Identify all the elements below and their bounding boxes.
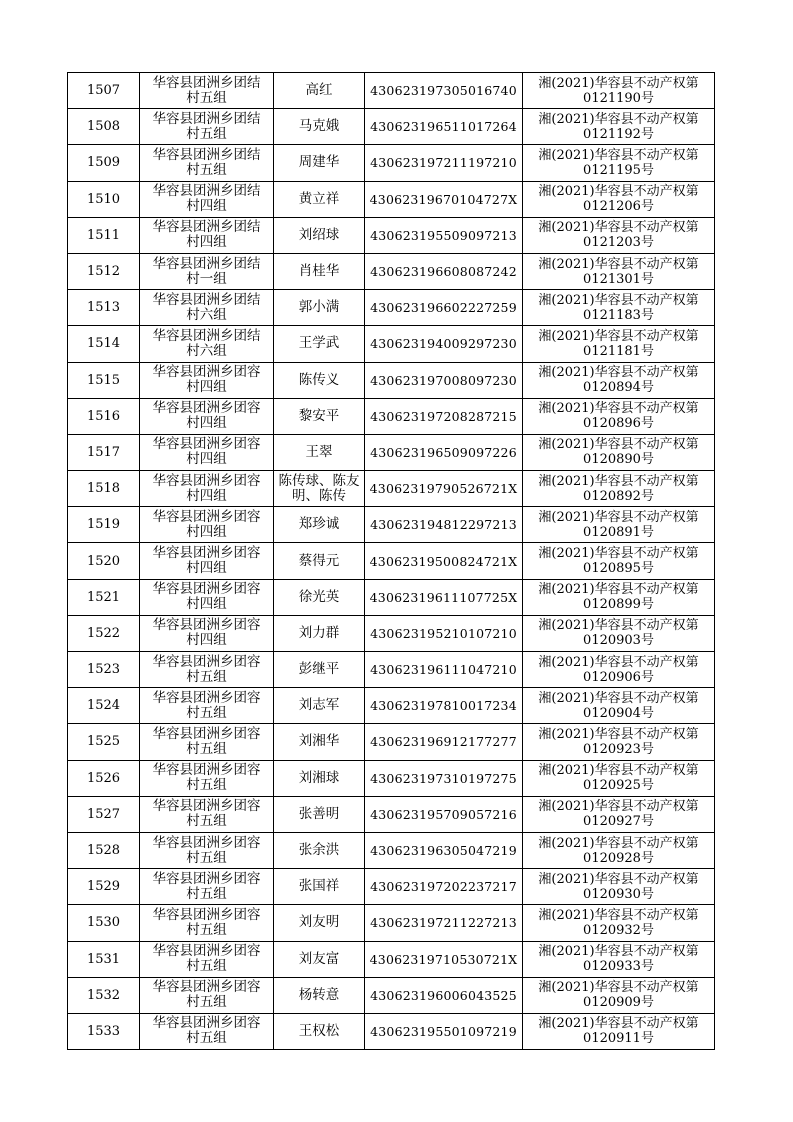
address-cell: [140, 652, 274, 688]
table-row: [68, 398, 715, 434]
address-line-1: 华容县团洲乡团容: [152, 472, 261, 489]
address-cell: [140, 724, 274, 760]
address-line-1: 华容县团洲乡团容: [152, 545, 261, 562]
certificate-line-1: 湘(2021)华容县不动产权第: [538, 147, 699, 163]
address-line-1: 华容县团洲乡团容: [152, 400, 261, 417]
certificate-line-2: 0120895号: [583, 561, 654, 577]
address-cell: [140, 73, 274, 109]
address-line-2: 村五组: [186, 921, 227, 938]
address-line-2: 村六组: [186, 306, 227, 323]
certificate-line-1: 湘(2021)华容县不动产权第: [538, 835, 699, 851]
address-cell: [140, 688, 274, 724]
certificate-line-2: 0121181号: [583, 343, 654, 359]
certificate-line-2: 0120892号: [583, 488, 654, 504]
address-line-2: 村五组: [186, 1030, 227, 1047]
address-line-2: 村四组: [186, 234, 227, 251]
certificate-cell: [523, 217, 715, 253]
id-number: 430623197211197210: [365, 145, 523, 181]
certificate-line-2: 0120927号: [583, 814, 654, 830]
certificate-line-2: 0120909号: [583, 995, 654, 1011]
id-number: 430623195501097219: [365, 1013, 523, 1049]
owner-name: 王翠: [274, 434, 365, 470]
serial-number: 1529: [68, 869, 140, 905]
address-cell: [140, 362, 274, 398]
address-cell: [140, 615, 274, 651]
table-row: [68, 869, 715, 905]
certificate-line-1: 湘(2021)华容县不动产权第: [538, 292, 699, 308]
owner-name: 蔡得元: [274, 543, 365, 579]
address-cell: [140, 760, 274, 796]
certificate-line-2: 0121301号: [583, 271, 654, 287]
owner-name: 刘友明: [274, 905, 365, 941]
table-row: [68, 471, 715, 507]
owner-name: 刘力群: [274, 615, 365, 651]
id-number: 430623196006043525: [365, 977, 523, 1013]
address-line-1: 华容县团洲乡团结: [152, 146, 261, 163]
owner-name: 刘湘球: [274, 760, 365, 796]
id-number: 430623196912177277: [365, 724, 523, 760]
id-number: 430623197008097230: [365, 362, 523, 398]
certificate-cell: [523, 290, 715, 326]
serial-number: 1531: [68, 941, 140, 977]
table-row: [68, 796, 715, 832]
certificate-line-1: 湘(2021)华容县不动产权第: [538, 546, 699, 562]
address-line-1: 华容县团洲乡团容: [152, 617, 261, 634]
address-line-1: 华容县团洲乡团结: [152, 291, 261, 308]
certificate-line-1: 湘(2021)华容县不动产权第: [538, 473, 699, 489]
id-number: 430623194812297213: [365, 507, 523, 543]
address-cell: [140, 977, 274, 1013]
serial-number: 1511: [68, 217, 140, 253]
certificate-line-2: 0121183号: [583, 307, 654, 323]
id-number: 430623196602227259: [365, 290, 523, 326]
owner-name: 马克娥: [274, 109, 365, 145]
address-line-1: 华容县团洲乡团结: [152, 74, 261, 91]
serial-number: 1512: [68, 253, 140, 289]
address-line-1: 华容县团洲乡团容: [152, 364, 261, 381]
address-line-1: 华容县团洲乡团容: [152, 1015, 261, 1032]
certificate-line-1: 湘(2021)华容县不动产权第: [538, 75, 699, 91]
owner-name: 陈传球、陈友明、陈传: [274, 471, 365, 507]
certificate-line-1: 湘(2021)华容县不动产权第: [538, 907, 699, 923]
address-line-2: 村五组: [186, 885, 227, 902]
address-cell: [140, 471, 274, 507]
address-line-2: 村五组: [186, 777, 227, 794]
serial-number: 1523: [68, 652, 140, 688]
serial-number: 1510: [68, 181, 140, 217]
serial-number: 1507: [68, 73, 140, 109]
serial-number: 1528: [68, 832, 140, 868]
table-row: [68, 434, 715, 470]
certificate-cell: [523, 760, 715, 796]
certificate-line-2: 0120925号: [583, 778, 654, 794]
id-number: 430623197310197275: [365, 760, 523, 796]
table-row: [68, 543, 715, 579]
certificate-cell: [523, 724, 715, 760]
certificate-line-2: 0120930号: [583, 886, 654, 902]
certificate-line-1: 湘(2021)华容县不动产权第: [538, 690, 699, 706]
address-line-2: 村五组: [186, 668, 227, 685]
certificate-cell: [523, 507, 715, 543]
table-row: [68, 253, 715, 289]
id-number: 43062319670104727X: [365, 181, 523, 217]
certificate-cell: [523, 1013, 715, 1049]
certificate-line-2: 0120891号: [583, 524, 654, 540]
certificate-line-1: 湘(2021)华容县不动产权第: [538, 365, 699, 381]
certificate-cell: [523, 109, 715, 145]
serial-number: 1514: [68, 326, 140, 362]
serial-number: 1524: [68, 688, 140, 724]
serial-number: 1530: [68, 905, 140, 941]
certificate-line-1: 湘(2021)华容县不动产权第: [538, 799, 699, 815]
address-cell: [140, 434, 274, 470]
property-register-table: [67, 72, 715, 1050]
address-line-2: 村四组: [186, 379, 227, 396]
table-row: [68, 652, 715, 688]
address-cell: [140, 579, 274, 615]
address-line-2: 村一组: [186, 270, 227, 287]
address-line-2: 村四组: [186, 560, 227, 577]
id-number: 430623196305047219: [365, 832, 523, 868]
table-row: [68, 145, 715, 181]
certificate-line-1: 湘(2021)华容县不动产权第: [538, 980, 699, 996]
serial-number: 1519: [68, 507, 140, 543]
serial-number: 1518: [68, 471, 140, 507]
id-number: 43062319710530721X: [365, 941, 523, 977]
owner-name: 徐光英: [274, 579, 365, 615]
certificate-line-1: 湘(2021)华容县不动产权第: [538, 220, 699, 236]
serial-number: 1509: [68, 145, 140, 181]
address-line-1: 华容县团洲乡团结: [152, 327, 261, 344]
owner-name: 王学武: [274, 326, 365, 362]
owner-name: 郭小满: [274, 290, 365, 326]
certificate-line-2: 0121206号: [583, 199, 654, 215]
serial-number: 1516: [68, 398, 140, 434]
certificate-cell: [523, 73, 715, 109]
id-number: 43062319500824721X: [365, 543, 523, 579]
address-line-1: 华容县团洲乡团容: [152, 834, 261, 851]
owner-name: 刘绍球: [274, 217, 365, 253]
address-line-1: 华容县团洲乡团容: [152, 906, 261, 923]
table-row: [68, 290, 715, 326]
id-number: 430623196608087242: [365, 253, 523, 289]
certificate-cell: [523, 579, 715, 615]
table-row: [68, 326, 715, 362]
serial-number: 1517: [68, 434, 140, 470]
certificate-cell: [523, 652, 715, 688]
certificate-line-2: 0120896号: [583, 416, 654, 432]
certificate-line-1: 湘(2021)华容县不动产权第: [538, 726, 699, 742]
address-line-1: 华容县团洲乡团容: [152, 436, 261, 453]
certificate-cell: [523, 326, 715, 362]
id-number: 430623196111047210: [365, 652, 523, 688]
id-number: 430623197810017234: [365, 688, 523, 724]
certificate-cell: [523, 832, 715, 868]
certificate-line-2: 0120890号: [583, 452, 654, 468]
certificate-cell: [523, 941, 715, 977]
serial-number: 1525: [68, 724, 140, 760]
certificate-cell: [523, 362, 715, 398]
address-line-1: 华容县团洲乡团容: [152, 762, 261, 779]
table-row: [68, 579, 715, 615]
certificate-cell: [523, 181, 715, 217]
owner-name: 刘友富: [274, 941, 365, 977]
certificate-line-1: 湘(2021)华容县不动产权第: [538, 618, 699, 634]
certificate-line-1: 湘(2021)华容县不动产权第: [538, 871, 699, 887]
certificate-line-2: 0120899号: [583, 597, 654, 613]
table-row: [68, 832, 715, 868]
address-line-1: 华容县团洲乡团结: [152, 110, 261, 127]
certificate-line-1: 湘(2021)华容县不动产权第: [538, 582, 699, 598]
certificate-cell: [523, 688, 715, 724]
address-cell: [140, 398, 274, 434]
serial-number: 1520: [68, 543, 140, 579]
address-cell: [140, 326, 274, 362]
address-cell: [140, 290, 274, 326]
certificate-line-2: 0121195号: [583, 162, 654, 178]
address-cell: [140, 181, 274, 217]
id-number: 430623196511017264: [365, 109, 523, 145]
table-row: [68, 941, 715, 977]
id-number: 430623197202237217: [365, 869, 523, 905]
certificate-cell: [523, 145, 715, 181]
address-cell: [140, 796, 274, 832]
certificate-cell: [523, 471, 715, 507]
serial-number: 1526: [68, 760, 140, 796]
address-line-1: 华容县团洲乡团容: [152, 870, 261, 887]
certificate-line-1: 湘(2021)华容县不动产权第: [538, 654, 699, 670]
certificate-cell: [523, 977, 715, 1013]
address-line-2: 村四组: [186, 415, 227, 432]
address-cell: [140, 217, 274, 253]
address-line-2: 村四组: [186, 523, 227, 540]
address-line-1: 华容县团洲乡团容: [152, 653, 261, 670]
address-line-2: 村五组: [186, 813, 227, 830]
owner-name: 彭继平: [274, 652, 365, 688]
address-line-1: 华容县团洲乡团容: [152, 943, 261, 960]
certificate-cell: [523, 615, 715, 651]
table-row: [68, 724, 715, 760]
table-row: [68, 109, 715, 145]
certificate-line-1: 湘(2021)华容县不动产权第: [538, 111, 699, 127]
certificate-line-2: 0120904号: [583, 705, 654, 721]
address-line-2: 村六组: [186, 342, 227, 359]
serial-number: 1508: [68, 109, 140, 145]
address-line-2: 村四组: [186, 487, 227, 504]
id-number: 430623195709057216: [365, 796, 523, 832]
certificate-line-1: 湘(2021)华容县不动产权第: [538, 509, 699, 525]
owner-name: 郑珍诚: [274, 507, 365, 543]
owner-name: 刘志军: [274, 688, 365, 724]
serial-number: 1527: [68, 796, 140, 832]
address-line-2: 村四组: [186, 451, 227, 468]
owner-name: 黄立祥: [274, 181, 365, 217]
address-cell: [140, 905, 274, 941]
certificate-line-1: 湘(2021)华容县不动产权第: [538, 256, 699, 272]
owner-name: 刘湘华: [274, 724, 365, 760]
certificate-line-1: 湘(2021)华容县不动产权第: [538, 1016, 699, 1032]
certificate-line-1: 湘(2021)华容县不动产权第: [538, 944, 699, 960]
owner-name: 杨转意: [274, 977, 365, 1013]
address-line-1: 华容县团洲乡团结: [152, 255, 261, 272]
address-line-2: 村五组: [186, 740, 227, 757]
certificate-line-2: 0120928号: [583, 850, 654, 866]
id-number: 430623195509097213: [365, 217, 523, 253]
certificate-cell: [523, 434, 715, 470]
address-line-1: 华容县团洲乡团容: [152, 508, 261, 525]
address-line-1: 华容县团洲乡团结: [152, 219, 261, 236]
certificate-line-2: 0120932号: [583, 922, 654, 938]
owner-name: 黎安平: [274, 398, 365, 434]
owner-name: 陈传义: [274, 362, 365, 398]
address-line-1: 华容县团洲乡团容: [152, 725, 261, 742]
address-line-1: 华容县团洲乡团容: [152, 979, 261, 996]
address-line-2: 村四组: [186, 632, 227, 649]
table-row: [68, 181, 715, 217]
address-line-2: 村四组: [186, 596, 227, 613]
table-row: [68, 688, 715, 724]
id-number: 430623197211227213: [365, 905, 523, 941]
address-cell: [140, 253, 274, 289]
table-row: [68, 905, 715, 941]
id-number: 430623194009297230: [365, 326, 523, 362]
table-row: [68, 507, 715, 543]
serial-number: 1515: [68, 362, 140, 398]
table-row: [68, 73, 715, 109]
owner-name: 肖桂华: [274, 253, 365, 289]
address-cell: [140, 543, 274, 579]
owner-name: 张余洪: [274, 832, 365, 868]
table-row: [68, 760, 715, 796]
certificate-line-2: 0120894号: [583, 380, 654, 396]
id-number: 430623196509097226: [365, 434, 523, 470]
table-row: [68, 977, 715, 1013]
table-row: [68, 362, 715, 398]
table-row: [68, 615, 715, 651]
certificate-line-1: 湘(2021)华容县不动产权第: [538, 763, 699, 779]
address-cell: [140, 832, 274, 868]
owner-name: 张善明: [274, 796, 365, 832]
address-cell: [140, 507, 274, 543]
owner-name: 高红: [274, 73, 365, 109]
certificate-line-2: 0120906号: [583, 669, 654, 685]
certificate-line-2: 0120911号: [583, 1031, 654, 1047]
address-line-2: 村四组: [186, 198, 227, 215]
certificate-cell: [523, 905, 715, 941]
id-number: 43062319611107725X: [365, 579, 523, 615]
address-cell: [140, 109, 274, 145]
serial-number: 1513: [68, 290, 140, 326]
certificate-cell: [523, 869, 715, 905]
certificate-cell: [523, 253, 715, 289]
address-line-2: 村五组: [186, 161, 227, 178]
id-number: 43062319790526721X: [365, 471, 523, 507]
certificate-line-1: 湘(2021)华容县不动产权第: [538, 184, 699, 200]
certificate-line-2: 0120923号: [583, 741, 654, 757]
address-line-1: 华容县团洲乡团容: [152, 581, 261, 598]
certificate-line-1: 湘(2021)华容县不动产权第: [538, 401, 699, 417]
certificate-line-2: 0120903号: [583, 633, 654, 649]
serial-number: 1532: [68, 977, 140, 1013]
table-body: [68, 73, 715, 1050]
certificate-line-1: 湘(2021)华容县不动产权第: [538, 328, 699, 344]
owner-name: 王权松: [274, 1013, 365, 1049]
address-line-2: 村五组: [186, 125, 227, 142]
certificate-cell: [523, 796, 715, 832]
id-number: 430623197208287215: [365, 398, 523, 434]
table-row: [68, 217, 715, 253]
owner-name: 周建华: [274, 145, 365, 181]
address-line-2: 村五组: [186, 704, 227, 721]
table-row: [68, 1013, 715, 1049]
address-line-2: 村五组: [186, 994, 227, 1011]
serial-number: 1533: [68, 1013, 140, 1049]
owner-name: 张国祥: [274, 869, 365, 905]
certificate-cell: [523, 398, 715, 434]
certificate-line-2: 0121190号: [583, 90, 654, 106]
address-line-2: 村五组: [186, 849, 227, 866]
address-cell: [140, 869, 274, 905]
id-number: 430623195210107210: [365, 615, 523, 651]
id-number: 430623197305016740: [365, 73, 523, 109]
address-line-1: 华容县团洲乡团容: [152, 798, 261, 815]
address-cell: [140, 1013, 274, 1049]
address-cell: [140, 941, 274, 977]
address-cell: [140, 145, 274, 181]
serial-number: 1522: [68, 615, 140, 651]
address-line-1: 华容县团洲乡团结: [152, 183, 261, 200]
serial-number: 1521: [68, 579, 140, 615]
address-line-1: 华容县团洲乡团容: [152, 689, 261, 706]
certificate-cell: [523, 543, 715, 579]
certificate-line-2: 0120933号: [583, 959, 654, 975]
certificate-line-1: 湘(2021)华容县不动产权第: [538, 437, 699, 453]
address-line-2: 村五组: [186, 89, 227, 106]
certificate-line-2: 0121192号: [583, 126, 654, 142]
certificate-line-2: 0121203号: [583, 235, 654, 251]
address-line-2: 村五组: [186, 958, 227, 975]
